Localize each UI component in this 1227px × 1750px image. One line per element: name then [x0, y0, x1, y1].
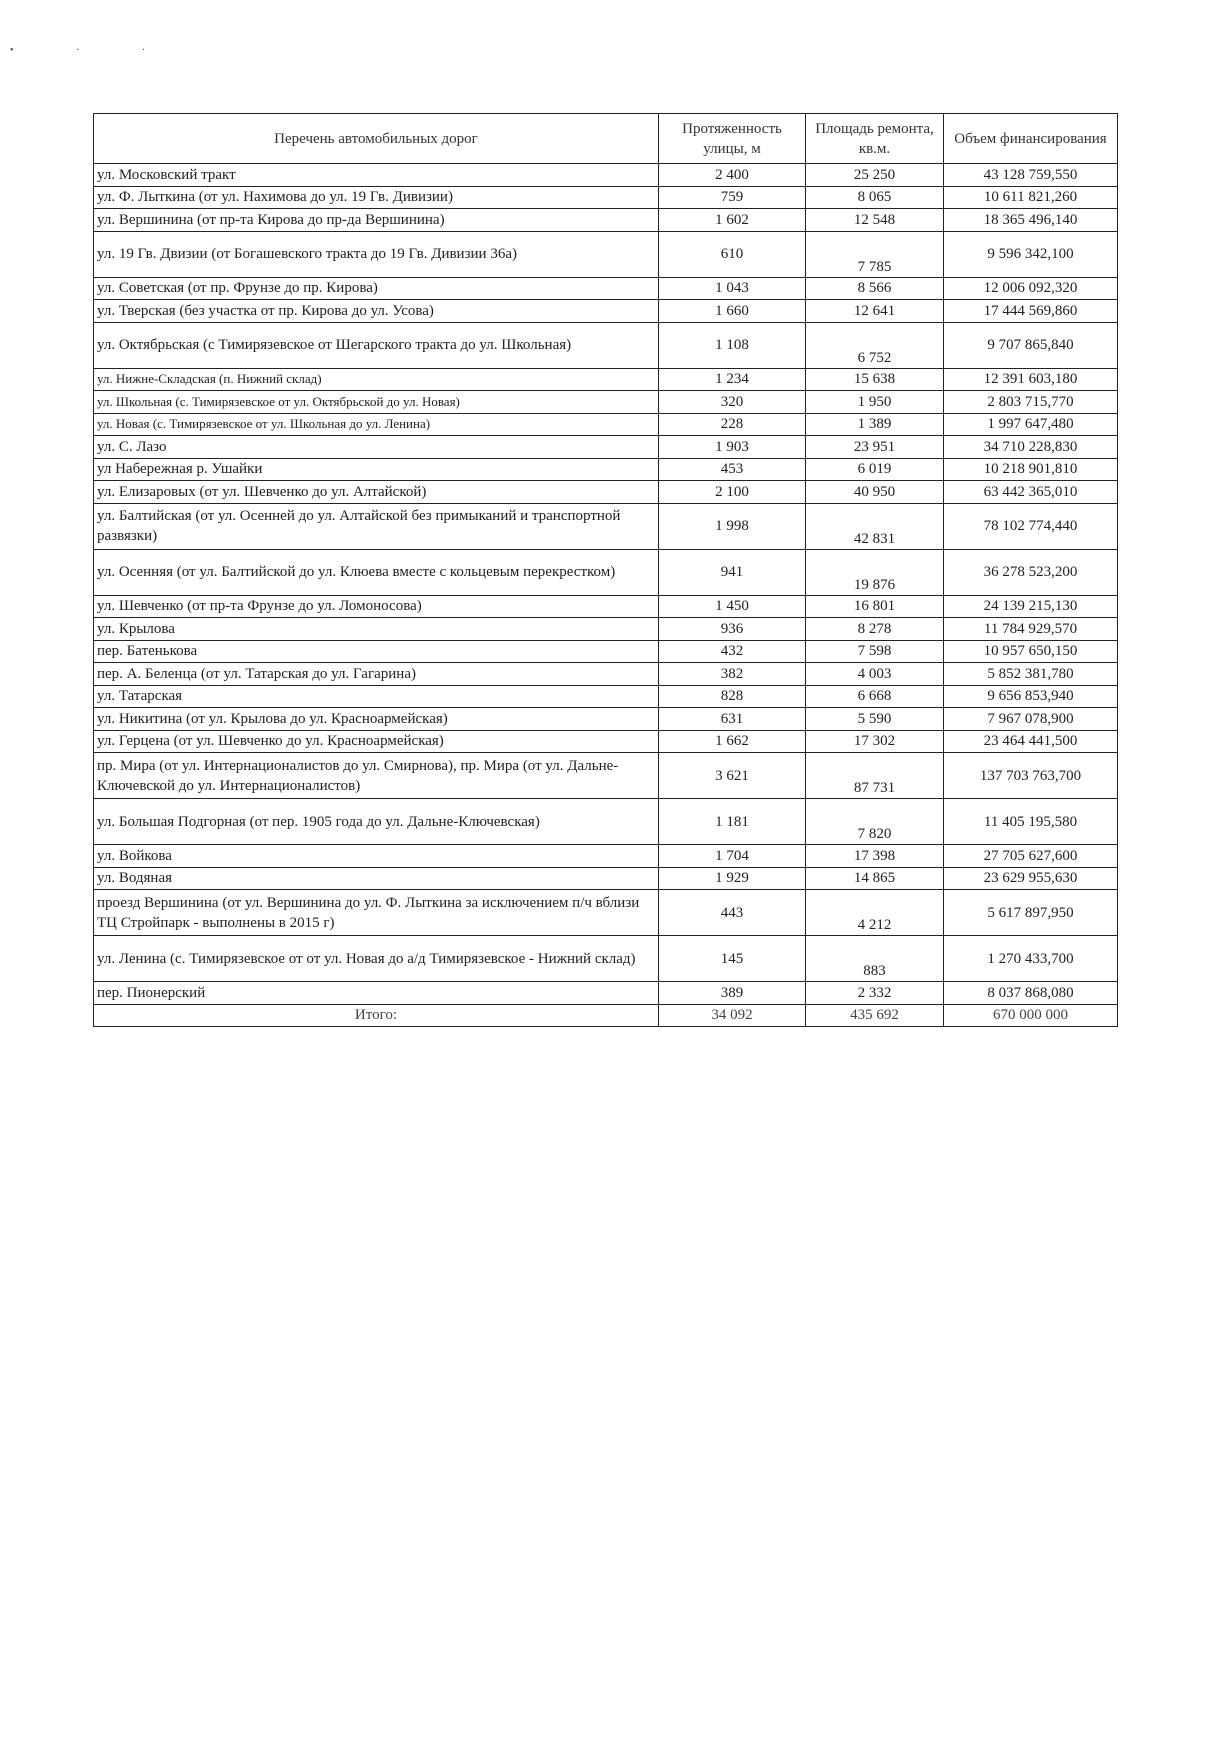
table-row — [94, 640, 1118, 663]
table-row — [94, 685, 1118, 708]
row-length: 382 — [659, 663, 806, 686]
table-row — [94, 890, 1118, 936]
table-row — [94, 845, 1118, 868]
row-name: ул. Ленина (с. Тимирязевское от от ул. Новая до а/д Тимирязевское - Нижний склад) — [94, 936, 659, 982]
row-length: 631 — [659, 708, 806, 731]
row-funding: 2 803 715,770 — [944, 391, 1118, 414]
row-area: 1 950 — [806, 391, 944, 414]
row-funding: 137 703 763,700 — [944, 753, 1118, 799]
row-funding: 10 957 650,150 — [944, 640, 1118, 663]
row-funding: 18 365 496,140 — [944, 209, 1118, 232]
header-area: Площадь ремонта, кв.м. — [806, 114, 944, 164]
row-funding: 27 705 627,600 — [944, 845, 1118, 868]
header-length: Протяженность улицы, м — [659, 114, 806, 164]
row-funding: 11 784 929,570 — [944, 618, 1118, 641]
row-funding: 63 442 365,010 — [944, 481, 1118, 504]
row-funding: 23 464 441,500 — [944, 730, 1118, 753]
row-length: 1 998 — [659, 503, 806, 549]
row-area: 883 — [806, 936, 944, 982]
table-row — [94, 549, 1118, 595]
table-row — [94, 368, 1118, 391]
table-row — [94, 503, 1118, 549]
total-length: 34 092 — [659, 1004, 806, 1027]
row-funding: 1 997 647,480 — [944, 413, 1118, 436]
table-row — [94, 753, 1118, 799]
row-name: ул. 19 Гв. Двизии (от Богашевского тракта до 19 Гв. Дивизии 36а) — [94, 231, 659, 277]
row-area: 19 876 — [806, 549, 944, 595]
row-funding: 1 270 433,700 — [944, 936, 1118, 982]
row-funding: 17 444 569,860 — [944, 300, 1118, 323]
row-length: 389 — [659, 982, 806, 1005]
row-name: ул. Советская (от пр. Фрунзе до пр. Кирова) — [94, 277, 659, 300]
row-name: ул. Московский тракт — [94, 164, 659, 187]
row-length: 1 108 — [659, 322, 806, 368]
header-funding: Объем финансирования — [944, 114, 1118, 164]
row-funding: 23 629 955,630 — [944, 867, 1118, 890]
row-area: 1 389 — [806, 413, 944, 436]
header-name: Перечень автомобильных дорог — [94, 114, 659, 164]
row-funding: 9 596 342,100 — [944, 231, 1118, 277]
row-funding: 36 278 523,200 — [944, 549, 1118, 595]
row-name: ул. Ф. Лыткина (от ул. Нахимова до ул. 19 Гв. Дивизии) — [94, 186, 659, 209]
table-row — [94, 436, 1118, 459]
row-length: 936 — [659, 618, 806, 641]
total-label: Итого: — [94, 1004, 659, 1027]
total-funding: 670 000 000 — [944, 1004, 1118, 1027]
row-name: ул. Октябрьская (с Тимирязевское от Шегарского тракта до ул. Школьная) — [94, 322, 659, 368]
row-name: ул. Балтийская (от ул. Осенней до ул. Алтайской без примыканий и транспортной развязки) — [94, 503, 659, 549]
row-area: 12 548 — [806, 209, 944, 232]
table-row — [94, 413, 1118, 436]
row-length: 1 043 — [659, 277, 806, 300]
row-name: ул. Большая Подгорная (от пер. 1905 года до ул. Дальне-Ключевская) — [94, 799, 659, 845]
row-area: 16 801 — [806, 595, 944, 618]
row-area: 5 590 — [806, 708, 944, 731]
table-row — [94, 322, 1118, 368]
row-length: 1 903 — [659, 436, 806, 459]
table-header-row — [94, 114, 1118, 164]
row-name: ул. Елизаровых (от ул. Шевченко до ул. Алтайской) — [94, 481, 659, 504]
row-area: 6 668 — [806, 685, 944, 708]
row-length: 1 602 — [659, 209, 806, 232]
row-length: 1 181 — [659, 799, 806, 845]
row-area: 8 278 — [806, 618, 944, 641]
row-name: ул. Осенняя (от ул. Балтийской до ул. Клюева вместе с кольцевым перекрестком) — [94, 549, 659, 595]
row-area: 4 003 — [806, 663, 944, 686]
scan-marks: • · · — [10, 45, 176, 56]
table-row — [94, 799, 1118, 845]
row-area: 14 865 — [806, 867, 944, 890]
row-area: 6 752 — [806, 322, 944, 368]
row-area: 4 212 — [806, 890, 944, 936]
row-name: ул. Тверская (без участка от пр. Кирова до ул. Усова) — [94, 300, 659, 323]
row-length: 1 234 — [659, 368, 806, 391]
row-name: пер. А. Беленца (от ул. Татарская до ул. Гагарина) — [94, 663, 659, 686]
row-area: 23 951 — [806, 436, 944, 459]
table-row — [94, 867, 1118, 890]
row-funding: 34 710 228,830 — [944, 436, 1118, 459]
table-row — [94, 186, 1118, 209]
table-row — [94, 164, 1118, 187]
row-area: 25 250 — [806, 164, 944, 187]
row-length: 610 — [659, 231, 806, 277]
row-area: 40 950 — [806, 481, 944, 504]
row-name: ул. С. Лазо — [94, 436, 659, 459]
row-area: 17 302 — [806, 730, 944, 753]
row-length: 828 — [659, 685, 806, 708]
row-length: 320 — [659, 391, 806, 414]
row-name: ул. Шевченко (от пр-та Фрунзе до ул. Ломоносова) — [94, 595, 659, 618]
row-name: ул Набережная р. Ушайки — [94, 458, 659, 481]
row-funding: 5 617 897,950 — [944, 890, 1118, 936]
row-funding: 10 218 901,810 — [944, 458, 1118, 481]
row-area: 7 820 — [806, 799, 944, 845]
row-length: 432 — [659, 640, 806, 663]
row-area: 7 598 — [806, 640, 944, 663]
table-row — [94, 936, 1118, 982]
row-area: 2 332 — [806, 982, 944, 1005]
row-funding: 5 852 381,780 — [944, 663, 1118, 686]
row-funding: 12 391 603,180 — [944, 368, 1118, 391]
table-row — [94, 300, 1118, 323]
row-length: 2 400 — [659, 164, 806, 187]
row-length: 3 621 — [659, 753, 806, 799]
row-funding: 9 707 865,840 — [944, 322, 1118, 368]
row-name: ул. Герцена (от ул. Шевченко до ул. Красноармейская) — [94, 730, 659, 753]
table-row — [94, 663, 1118, 686]
table-row — [94, 618, 1118, 641]
row-length: 1 704 — [659, 845, 806, 868]
row-length: 1 450 — [659, 595, 806, 618]
row-funding: 24 139 215,130 — [944, 595, 1118, 618]
row-length: 453 — [659, 458, 806, 481]
row-name: пер. Батенькова — [94, 640, 659, 663]
row-area: 8 566 — [806, 277, 944, 300]
row-length: 443 — [659, 890, 806, 936]
row-name: ул. Войкова — [94, 845, 659, 868]
row-funding: 10 611 821,260 — [944, 186, 1118, 209]
row-name: ул. Нижне-Складская (п. Нижний склад) — [94, 368, 659, 391]
row-length: 1 660 — [659, 300, 806, 323]
row-area: 42 831 — [806, 503, 944, 549]
row-name: ул. Водяная — [94, 867, 659, 890]
table-row — [94, 730, 1118, 753]
row-name: ул. Татарская — [94, 685, 659, 708]
table-row — [94, 458, 1118, 481]
row-funding: 12 006 092,320 — [944, 277, 1118, 300]
row-name: пер. Пионерский — [94, 982, 659, 1005]
row-area: 17 398 — [806, 845, 944, 868]
table-row — [94, 595, 1118, 618]
row-funding: 9 656 853,940 — [944, 685, 1118, 708]
row-area: 8 065 — [806, 186, 944, 209]
row-area: 7 785 — [806, 231, 944, 277]
row-name: проезд Вершинина (от ул. Вершинина до ул. Ф. Лыткина за исключением п/ч вблизи ТЦ Стройпарк - выполнены в 2015 г) — [94, 890, 659, 936]
table-row — [94, 481, 1118, 504]
roads-table — [93, 113, 1118, 1027]
row-name: ул. Новая (с. Тимирязевское от ул. Школьная до ул. Ленина) — [94, 413, 659, 436]
row-name: ул. Никитина (от ул. Крылова до ул. Красноармейская) — [94, 708, 659, 731]
row-area: 15 638 — [806, 368, 944, 391]
row-length: 228 — [659, 413, 806, 436]
table-row — [94, 231, 1118, 277]
table-row — [94, 708, 1118, 731]
row-area: 12 641 — [806, 300, 944, 323]
row-name: пр. Мира (от ул. Интернационалистов до ул. Смирнова), пр. Мира (от ул. Дальне-Ключевской до ул. Интернационалистов) — [94, 753, 659, 799]
row-name: ул. Школьная (с. Тимирязевское от ул. Октябрьской до ул. Новая) — [94, 391, 659, 414]
row-area: 6 019 — [806, 458, 944, 481]
row-length: 759 — [659, 186, 806, 209]
row-funding: 7 967 078,900 — [944, 708, 1118, 731]
total-area: 435 692 — [806, 1004, 944, 1027]
table-row — [94, 277, 1118, 300]
row-funding: 78 102 774,440 — [944, 503, 1118, 549]
row-length: 1 662 — [659, 730, 806, 753]
row-name: ул. Вершинина (от пр-та Кирова до пр-да Вершинина) — [94, 209, 659, 232]
row-length: 1 929 — [659, 867, 806, 890]
row-length: 2 100 — [659, 481, 806, 504]
row-area: 87 731 — [806, 753, 944, 799]
total-row — [94, 1004, 1118, 1027]
table-row — [94, 982, 1118, 1005]
row-length: 941 — [659, 549, 806, 595]
row-funding: 43 128 759,550 — [944, 164, 1118, 187]
row-funding: 8 037 868,080 — [944, 982, 1118, 1005]
table-row — [94, 209, 1118, 232]
row-funding: 11 405 195,580 — [944, 799, 1118, 845]
row-length: 145 — [659, 936, 806, 982]
row-name: ул. Крылова — [94, 618, 659, 641]
table-row — [94, 391, 1118, 414]
